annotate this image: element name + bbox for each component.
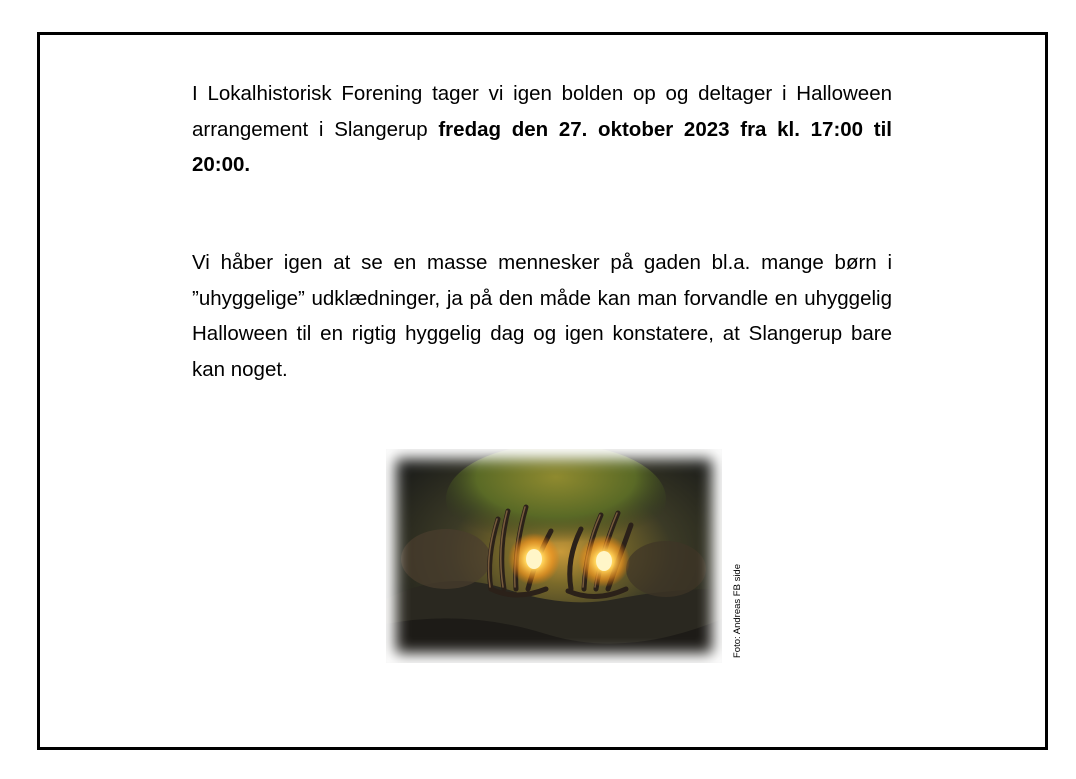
event-date-time: fredag den 27. oktober 2023 fra kl. 17:00 til 20:00. — [192, 117, 892, 176]
photo-credit-wrap — [731, 546, 745, 658]
body-paragraph: Vi håber igen at se en masse mennesker på gaden bl.a. mange børn i ”uhyggelige” udklædninger, ja på den måde kan man forvandle en uhyggelig Halloween til en rigtig hyggelig dag og igen konstatere, at Slangerup bare kan noget. — [192, 251, 892, 381]
skeleton-hands-candle-icon — [386, 449, 722, 663]
photo-credit: Foto: Andreas FB side — [732, 564, 743, 658]
halloween-photo — [386, 449, 722, 663]
intro-paragraph — [192, 76, 892, 183]
intro-text: I Lokalhistorisk Forening tager vi igen bolden op og deltager i Halloween arrangement i Slangerup — [192, 82, 892, 141]
